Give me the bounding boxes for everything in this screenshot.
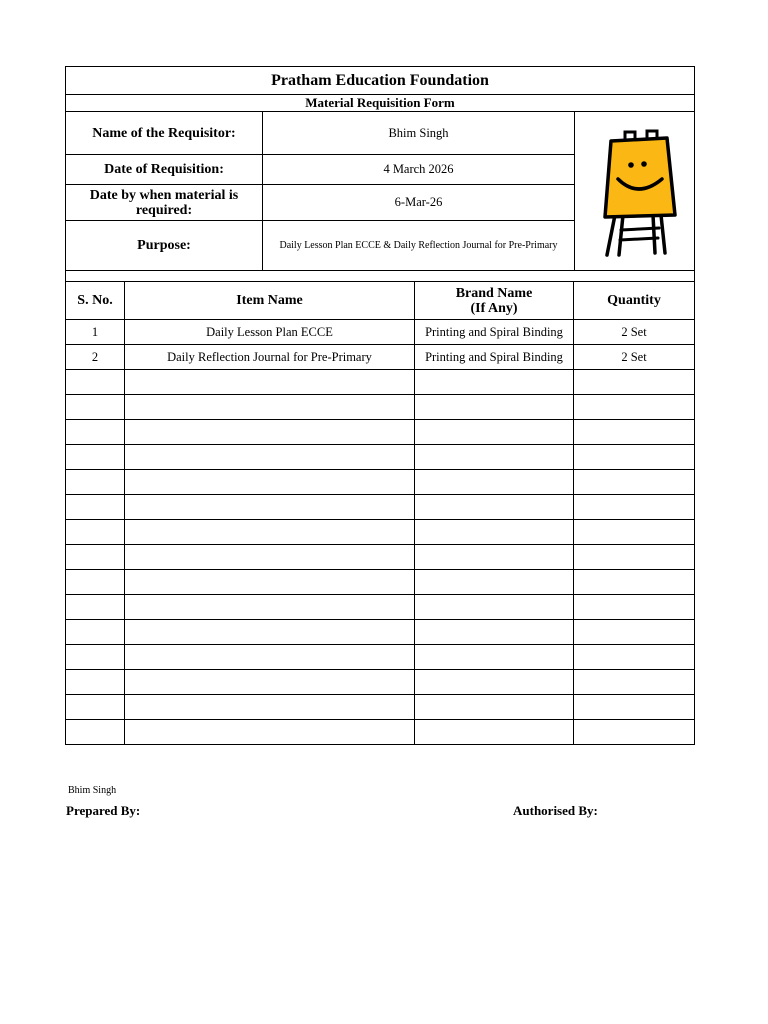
cell-brand — [415, 445, 574, 470]
table-row — [66, 470, 695, 495]
col-brand-header-line1: Brand Name — [455, 285, 533, 301]
preparer-name: Bhim Singh — [68, 785, 117, 796]
cell-brand — [415, 670, 574, 695]
cell-brand — [415, 570, 574, 595]
cell-item — [125, 595, 415, 620]
table-row — [66, 720, 695, 745]
table-row — [66, 620, 695, 645]
cell-item — [125, 520, 415, 545]
cell-sno: 2 — [66, 345, 125, 370]
cell-brand — [415, 370, 574, 395]
table-row — [66, 695, 695, 720]
cell-qty — [574, 570, 695, 595]
cell-item — [125, 395, 415, 420]
table-row — [66, 420, 695, 445]
table-row — [66, 645, 695, 670]
cell-brand — [415, 620, 574, 645]
date-value: 4 March 2026 — [263, 155, 575, 185]
table-row — [66, 370, 695, 395]
cell-sno: 1 — [66, 320, 125, 345]
requisitor-label: Name of the Requisitor: — [66, 112, 263, 155]
cell-item — [125, 620, 415, 645]
cell-brand — [415, 720, 574, 745]
cell-brand — [415, 395, 574, 420]
table-row — [66, 570, 695, 595]
table-row — [66, 445, 695, 470]
cell-sno — [66, 545, 125, 570]
cell-qty — [574, 695, 695, 720]
col-sno-header: S. No. — [66, 282, 125, 320]
cell-qty — [574, 495, 695, 520]
cell-sno — [66, 445, 125, 470]
cell-qty: 2 Set — [574, 320, 695, 345]
cell-sno — [66, 695, 125, 720]
cell-brand — [415, 420, 574, 445]
required-by-value: 6-Mar-26 — [263, 185, 575, 221]
smiley-easel-icon — [585, 115, 685, 263]
cell-sno — [66, 595, 125, 620]
cell-qty: 2 Set — [574, 345, 695, 370]
cell-brand — [415, 470, 574, 495]
date-label: Date of Requisition: — [66, 155, 263, 185]
cell-item — [125, 670, 415, 695]
cell-qty — [574, 470, 695, 495]
cell-item — [125, 695, 415, 720]
col-item-header: Item Name — [125, 282, 415, 320]
cell-qty — [574, 520, 695, 545]
cell-item — [125, 645, 415, 670]
cell-item — [125, 445, 415, 470]
cell-sno — [66, 370, 125, 395]
cell-brand — [415, 595, 574, 620]
cell-sno — [66, 395, 125, 420]
cell-qty — [574, 720, 695, 745]
table-row — [66, 670, 695, 695]
cell-qty — [574, 645, 695, 670]
cell-sno — [66, 520, 125, 545]
cell-sno — [66, 570, 125, 595]
cell-sno — [66, 620, 125, 645]
logo-cell — [575, 112, 695, 271]
cell-qty — [574, 545, 695, 570]
form-title: Material Requisition Form — [66, 95, 695, 112]
cell-qty — [574, 420, 695, 445]
table-row — [66, 495, 695, 520]
cell-item — [125, 570, 415, 595]
col-qty-header: Quantity — [574, 282, 695, 320]
cell-item: Daily Reflection Journal for Pre-Primary — [125, 345, 415, 370]
cell-brand: Printing and Spiral Binding — [415, 345, 574, 370]
cell-item: Daily Lesson Plan ECCE — [125, 320, 415, 345]
table-row — [66, 345, 695, 370]
cell-qty — [574, 620, 695, 645]
table-row — [66, 320, 695, 345]
cell-qty — [574, 595, 695, 620]
cell-brand — [415, 520, 574, 545]
cell-item — [125, 420, 415, 445]
cell-item — [125, 720, 415, 745]
cell-item — [125, 545, 415, 570]
org-title: Pratham Education Foundation — [66, 67, 695, 95]
col-brand-header — [415, 282, 574, 320]
cell-brand: Printing and Spiral Binding — [415, 320, 574, 345]
table-row — [66, 595, 695, 620]
authorised-by-label: Authorised By: — [513, 803, 598, 818]
cell-item — [125, 470, 415, 495]
col-brand-header-line2: (If Any) — [470, 300, 518, 316]
cell-brand — [415, 645, 574, 670]
cell-brand — [415, 695, 574, 720]
requisition-form — [65, 66, 694, 745]
table-row — [66, 395, 695, 420]
purpose-label: Purpose: — [66, 221, 263, 271]
cell-qty — [574, 445, 695, 470]
cell-sno — [66, 720, 125, 745]
item-rows — [66, 320, 695, 745]
required-by-label: Date by when material is required: — [66, 185, 263, 221]
items-table — [65, 281, 695, 745]
cell-qty — [574, 395, 695, 420]
table-row — [66, 520, 695, 545]
cell-brand — [415, 495, 574, 520]
cell-sno — [66, 470, 125, 495]
purpose-value: Daily Lesson Plan ECCE & Daily Reflection Journal for Pre-Primary — [263, 221, 575, 271]
cell-sno — [66, 670, 125, 695]
cell-sno — [66, 495, 125, 520]
cell-qty — [574, 370, 695, 395]
cell-sno — [66, 645, 125, 670]
cell-item — [125, 370, 415, 395]
spacer-row — [66, 271, 695, 282]
cell-brand — [415, 545, 574, 570]
requisitor-value: Bhim Singh — [263, 112, 575, 155]
cell-item — [125, 495, 415, 520]
cell-qty — [574, 670, 695, 695]
table-row — [66, 545, 695, 570]
form-header-table — [65, 66, 695, 282]
cell-sno — [66, 420, 125, 445]
prepared-by-label: Prepared By: — [66, 803, 141, 818]
